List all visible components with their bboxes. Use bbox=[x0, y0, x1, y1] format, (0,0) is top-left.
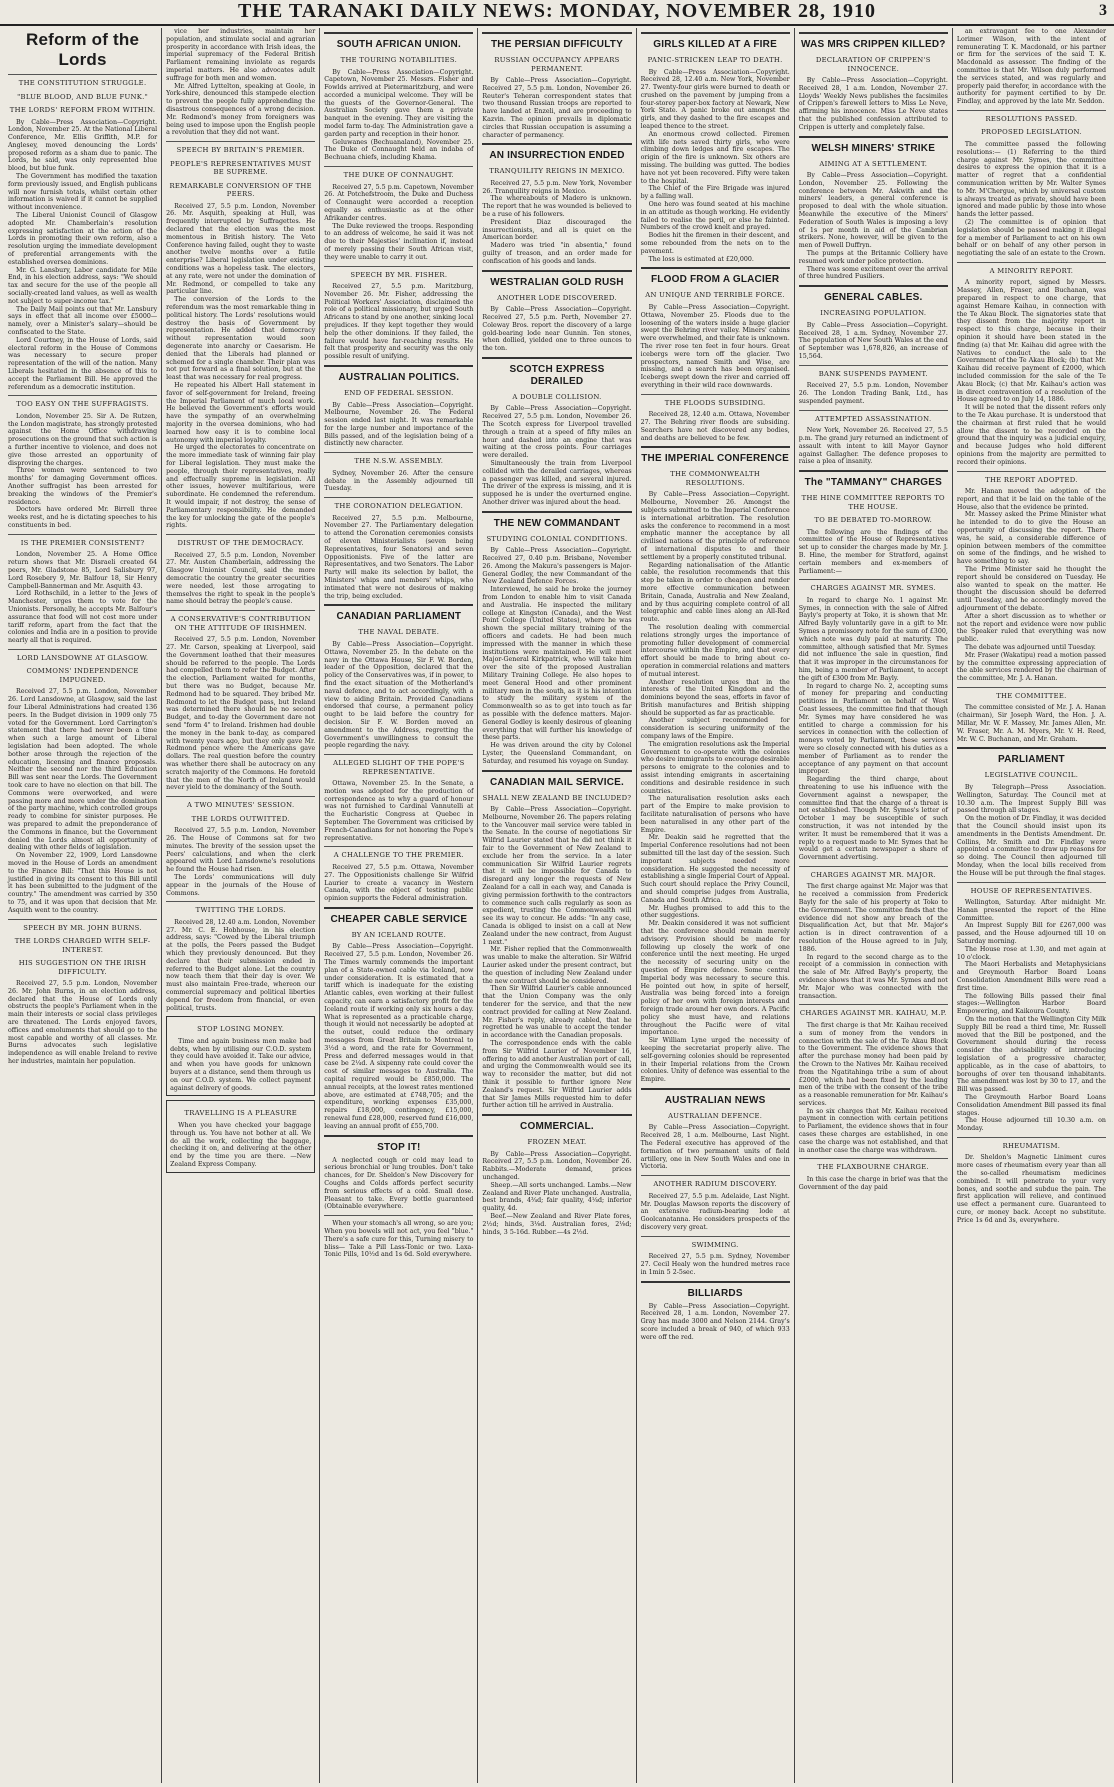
headline-westralian-gold-rush: WESTRALIAN GOLD RUSH bbox=[482, 270, 631, 289]
subhead: COMMONS' INDEPENDENCE IMPUGNED. bbox=[26, 667, 139, 684]
paragraph: In this case the charge in brief was that the Government of the day paid bbox=[798, 1175, 948, 1191]
paragraph: an extravagant fee to one Alexander Lorimer Wilson, with the intent of remunerating T. K. Macdonald, or his partner or firm for the services of the said T. K. Macdonald as assessor. The finding of the committee is that Mr. Wilson duly performed the services stated, and was regularly and properly paid therefor, in accordance with the authority for payment certified to by Dr. Findlay, and approved by the late Mr. Seddon. bbox=[956, 28, 1106, 106]
paragraph: An enormous crowd collected. Firemen with life nets saved thirty girls, who were climbing down ledges and fire escapes. The origin of the fire is unknown. Six others are missing. The building was gutted. The bodies have not yet been recovered. Fifty were taken to the hospital. bbox=[640, 130, 790, 185]
paragraph: vice her industries, maintain her population, and stimulate social and agrarian prosperity in accordance with Irish ideas, the imperial supremacy of the Federal British Parliament remaining inviolate as regards imperial matters. He also advocates adult suffrage for both men and women. bbox=[166, 28, 316, 82]
subhead: AIMING AT A SETTLEMENT. bbox=[819, 159, 928, 168]
paragraph: Received 27, 5.5 p.m. Maritzburg, November 26. Mr. Fisher, addressing the Political Workers' Association, disclaimed the role of a political missionary, but urged South Africans to stand by one another, sinking local prejudices. If they kept together they would help the other dominions. If they failed, the failure would have far-reaching results. He felt that prosperity and security was the only possible result of unifying. bbox=[324, 283, 474, 361]
paragraph: Mr. Fraser (Wakatipu) read a motion passed by the committee expressing appreciation of the able services rendered by the chairman of the committee, Mr. J. A. Hanan. bbox=[956, 651, 1106, 683]
paragraph: On the motion of Dr. Findlay, it was decided that the Council should insist upon its amendments in the Dentists Amendment. Dr. Collins, Mr. Smith and Dr. Findlay were appointed a committee to draw up reasons for so doing. The Council then adjourned till Monday, when the local bills received from the House will be put through the final stages. bbox=[956, 815, 1106, 877]
headline-new-commandant: THE NEW COMMANDANT bbox=[482, 511, 631, 530]
subhead: HIS SUGGESTION ON THE IRISH DIFFICULTY. bbox=[18, 959, 147, 976]
column-3 bbox=[320, 28, 478, 1783]
paragraph: Mr. Deakin considered it was not sufficient that the conference should remain merely advisory. Provision should be made for following up closely the work of one conference until the next meeting. He urged the necessity of securing unity on the question of Empire defence. Some central Imperial body was necessary to secure this. He pointed out how, in spite of herself, Australia was being forced into a foreign policy of her own with foreign interests and foreign trade around her own doors. A Pacific policy she must have, and relations throughout the Pacific were of vital importance. bbox=[640, 920, 790, 1037]
paragraph: Received 27, 5.5 p.m. London, November 26. The London Trading Bank, Ltd., has suspended payment. bbox=[798, 382, 948, 405]
advertisement: Dr. Sheldon's Magnetic Liniment cures more cases of rheumatism every year than all the so-called rheumatism medicines combined. It will penetrate to your very bones, and soothe and subdue the pain. The first application will relieve, and continued use effect a permanent cure. Guaranteed to cure, or money back. Accept no substitute. Price 1s 6d and 3s, everywhere. bbox=[956, 1154, 1106, 1224]
masthead bbox=[0, 0, 1114, 26]
paragraph: Madero was tried "in absentia," found guilty of treason, and an order made for confiscation of his goods and lands. bbox=[482, 242, 632, 265]
subhead: THE NAVAL DEBATE. bbox=[358, 628, 440, 637]
subhead: STUDYING COLONIAL CONDITIONS. bbox=[486, 534, 628, 543]
subhead: THE FLOODS SUBSIDING. bbox=[641, 394, 790, 408]
paragraph: Another subject recommended for consideration is securing uniformity of the company laws of the Empire. bbox=[640, 717, 790, 741]
paragraph: Received 27, 5.5 p.m. London, November 26. Mr. John Burns, in an election address, declared that the House of Lords only obstructs the people's Parliament when in the main their interests or social class privileges are threatened. The Lords enjoyed favors, offices and emoluments that should go to the most capable and worthy of all classes. Mr. Burns advocates such legislative independence as will enable Ireland to revive her industries, maintain her population. bbox=[8, 980, 158, 1065]
subhead: THE COMMONWEALTH RESOLUTIONS. bbox=[670, 470, 761, 487]
paragraph: London, November 25. Sir A. De Rutzen, the London magistrate, has strongly protested against the Home Office withdrawing prosecutions on the ground that such action is a further incentive to violence, and does not give those arrested an opportunity of disproving the charges. bbox=[8, 412, 158, 467]
paragraph: By Cable—Press Association—Copyright. Melbourne, November 26. The papers relating to the Vancouver mail service were tabled in the Senate. In the course of negotiations Sir Wilfrid Laurier stated that he did not think it fair to the Government of New Zealand to exclude her from the service. In a later communication Sir Wilfrid Laurier regrets that it will be impossible for Canada to disregard any longer the requests of New Zealand for a call in each way, and Canada is giving permission forthwith to the contractors to commence such calls regularly as soon as expedient, trusting the Commonwealth will see its way to concur. He adds: "In any case, Canada is obliged to insist on a call at New Zealand under the new contract, from August 1 next." bbox=[482, 806, 632, 946]
subhead: FROZEN MEAT. bbox=[527, 1138, 587, 1147]
column-1 bbox=[4, 28, 162, 1783]
subhead: "BLUE BLOOD, AND BLUE FUNK." bbox=[17, 92, 149, 101]
paragraph: There was some excitement over the arrival of three hundred Fusiliers. bbox=[798, 265, 948, 281]
paragraph: Received 27, 5.5 p.m. Ottawa, November 27. The Oppositionists challenge Sir Wilfrid Laurier to create a vacancy in Western Canada, with the object of testing public opinion supports the Federal administration. bbox=[324, 863, 474, 903]
paragraph: Received 27, 5.5 p.m. Melbourne, November 27. The Parliamentary delegation to attend the Coronation ceremonies consists of eleven Ministerialists (seven being Representatives, four Senators) and seven Oppositionists. Five of the latter are Representatives, and two Senators. The Labor Party will make its selection by ballot, the Ministers' whips and members' whips, who intimated that were not desirous of making the trip, being excluded. bbox=[324, 514, 474, 600]
paragraph: Simultaneously the train from Liverpool collided with the derailed carriages, whereas a passenger was killed, and several injured. The driver of the express is missing, and it is supposed he is under the overturned engine. Another driver was injured about the head. bbox=[482, 460, 632, 506]
subhead: HOUSE OF REPRESENTATIVES. bbox=[957, 882, 1106, 896]
ad-text: Time and again business men make bad debts, when by utilising our C.O.D. system they could have avoided it. Take our advice, and when you have goods for unknown buyers at a distance, send them through us on our C.O.D. system. We collect payment against delivery of goods. bbox=[170, 1037, 312, 1092]
paragraph: By Cable—Press Association—Copyright. Ottawa, November 25. Floods due to the loosening of the waters inside a huge glacier swept the Behring river valley. Miners' cabins were overwhelmed, and their fate is unknown. The river rose ten feet in four hours. Great icebergs were torn off the glacier. Two prospectors, named Smith and Wise, are missing, and a search has been organised. Icebergs swept down the river and carried off everything in their wild race downwards. bbox=[640, 303, 790, 389]
paragraph: After a short discussion as to whether or not the report and evidence were now public the Speaker ruled that everything was now public. bbox=[956, 612, 1106, 644]
subhead: A CHALLENGE TO THE PREMIER. bbox=[324, 846, 473, 860]
subhead: A TWO MINUTES' SESSION. bbox=[166, 796, 315, 810]
paragraph: A minority report, signed by Messrs. Massey, Allen, Fraser, and Buchanan, was prepared in respect to one charge, that against Hemare Kaihau, in connection with the Te Akau Block. The signatories state that they dissent from the majority report in respect to this charge, because in their opinion it should have been stated in the finding (a) that Mr. Kaihau did agree with the Natives to conduct the sale to the Government of the Te Akau Block; (b) that Mr. Kaihau did receive payment of £2000, which included commission for the sale of the Te Akau Block; (c) that Mr. Kaihau's action was in direct contravention of a resolution of the House agreed to on July 14, 1886. bbox=[956, 279, 1106, 404]
ad-title: TRAVELLING IS A PLEASURE bbox=[184, 1109, 297, 1118]
headline-scotch-express: SCOTCH EXPRESS DERAILED bbox=[482, 357, 631, 388]
headline-imperial-conference: THE IMPERIAL CONFERENCE bbox=[641, 446, 790, 465]
subhead: THE TOURING NOTABILITIES. bbox=[340, 56, 458, 64]
paragraph: The Liberal Unionist Council of Glasgow adopted Mr. Chamberlain's resolution expressing satisfaction at the action of the Lords in promoting their own reform, also a resolution urging the immediate development of preferential arrangements with the established oversea dominions. bbox=[8, 212, 158, 266]
paragraph: By Cable—Press Association—Copyright. Received 28, 12.40 a.m. New York, November 27. Twenty-four girls were burned to death or crushed on the pavement by jumping from a four-storey paper-box factory at Newark, New York State. A panic broke out amongst the girls, and they dashed to the fire escapes and leaped thence to the street. bbox=[640, 68, 790, 131]
paragraph: By Cable—Press Association—Copyright. Melbourne, November 26. Amongst the subjects submitted to the Imperial Conference is international arbitration. The resolution asks the conference to recommend in a most emphatic manner the acceptance by all civilised nations of the principle of reference of international disputes to and their settlement by a properly constituted tribunal. bbox=[640, 491, 790, 561]
paragraph: The debate was adjourned until Tuesday. bbox=[964, 643, 1096, 651]
paragraph: By Cable—Press Association—Copyright. Melbourne, November 26. The Federal session ended last night. It was remarkable for the large number and importance of the Bills passed, and of the legislation being of a distinctly new character. bbox=[324, 401, 474, 448]
subhead: THE N.S.W. ASSEMBLY. bbox=[324, 452, 473, 466]
subhead: THE FLAXBOURNE CHARGE. bbox=[799, 1158, 948, 1172]
paragraph: Mr. Massey asked the Prime Minister what he intended to do to give the House an opportunity of discussing the report. There was, he said, a considerable difference of opinion between members of the committee on some of the findings, and he wished to have something to say. bbox=[956, 511, 1106, 566]
subhead: TO BE DEBATED TO-MORROW. bbox=[814, 516, 933, 525]
subhead: RESOLUTIONS PASSED. bbox=[957, 110, 1106, 124]
subhead: SHALL NEW ZEALAND BE INCLUDED? bbox=[482, 793, 632, 802]
subhead: PANIC-STRICKEN LEAP TO DEATH. bbox=[647, 56, 783, 64]
paragraph: An Imprest Supply Bill for £267,000 was passed, and the House adjourned till 10 on Saturday morning. bbox=[956, 922, 1106, 945]
subhead: A DOUBLE COLLISION. bbox=[512, 392, 602, 401]
headline-canadian-mail-service: CANADIAN MAIL SERVICE. bbox=[482, 770, 631, 789]
paragraph: It will be noted that the dissent refers only to the Te Akau purchase. It is understood that the chairman at first ruled that he would allow the dissent to be recorded on the ground that the inquiry was a judicial enquiry, and because Judges who hold different opinions from the majority are permitted to record their opinions. bbox=[956, 404, 1106, 466]
headline-mrs-crippen: WAS MRS CRIPPEN KILLED? bbox=[799, 32, 948, 51]
paragraph: The correspondence ends with the cable from Sir Wilfrid Laurier of November 16, offering to add another Australian port of call, and urging the Commonwealth would see its way to reconsider the matter, but did not think it possible to further ignore New Zealand's request. Sir Wilfrid Laurier adds that Sir James Mills requested him to defer further action till he arrived in Australia. bbox=[482, 1040, 632, 1110]
paragraph: He repeated his Albert Hall statement in favor of self-government for Ireland, freeing the Imperial Parliament of much local work. He believed the Government's efforts would have the sympathy of an overwhelming majority in the oversea dominions, who had learned how easy it is to combine local autonomy with imperial loyalty. bbox=[166, 381, 316, 444]
column-4 bbox=[478, 28, 636, 1783]
headline-flood-glacier: FLOOD FROM A GLACIER bbox=[641, 267, 790, 286]
paragraph: The pumps at the Britannic Colliery have resumed work under police protection. bbox=[798, 250, 948, 265]
subhead: CHARGES AGAINST MR. SYMES. bbox=[799, 579, 948, 593]
paragraph: The first charge against Mr. Major was that he received a commission from Frederick Bayly for the sale of his property at Toko to the Government. The committee finds that the evidence did not show any breach of the Disqualification Act, but that Mr. Major's action is in direct contravention of a resolution of the House agreed to in July, 1886. bbox=[798, 883, 948, 953]
paragraph: The conversion of the Lords to the referendum was the most remarkable thing in political history. The Lords' resolutions would destroy the basis of Government by representation. He added that democracy without representation would soon degenerate into anarchy or Caesarism. He denied that the Liberals had planned or schemed for a single chamber. Their plan was not put forward as a final solution, but at the least that was necessary for real progress. bbox=[166, 296, 316, 382]
paragraph: The resolution dealing with commercial relations strongly urges the importance of promoting fuller development of commercial intercourse within the Empire, and that every effort should be made to bring about co-operation in commercial relations and matters of mutual interest. bbox=[640, 623, 790, 678]
subhead: REMARKABLE CONVERSION OF THE PEERS. bbox=[169, 181, 312, 199]
paragraph: By Cable—Press Association—Copyright. Received 27, 5.5 p.m. London, November 26. Reuter's Teheran correspondent states that two thousand Russian troops are reported to have landed at Enzeli, and are proceeding to Kazvin. The opinion prevails in diplomatic circles that Russian occupation is assuming a character of permanency. bbox=[482, 77, 632, 139]
subhead: ANOTHER LODE DISCOVERED. bbox=[497, 293, 617, 302]
paragraph: By Cable—Press Association—Copyright. Received 27, 0.40 p.m. Brisbane, November 26. Among the Makura's passengers is Major-General Godley, the new Commandant of the New Zealand Defence Forces. bbox=[482, 547, 632, 586]
paragraph: The naturalisation resolution asks each part of the Empire to make provision to facilitate naturalisation of persons who have been naturalised in any other part of the Empire. bbox=[640, 795, 790, 834]
subhead: THE COMMITTEE. bbox=[957, 687, 1106, 701]
paragraph: The committee passed the following resolutions:— (1) Referring to the third charge against Mr. Symes, the committee desires to express the opinion that it is a matter of regret that a confidential communication written by Mr. Walter Symes to Mr. M'Chergue, which by universal custom is always treated as private, should have been ignored and made public by those into whose hands the letter passed. bbox=[956, 140, 1106, 219]
subhead: THE REPORT ADOPTED. bbox=[957, 471, 1106, 485]
paragraph: Received 28, 12.40 a.m. Ottawa, November 27. The Behring river floods are subsiding. Searchers have not discovered any bodies, and deaths are believed to be few. bbox=[640, 411, 790, 442]
ad-text: When you have checked your baggage through us. You have not bother at all. We do all the work, collecting the baggage, checking it on, and delivering at the other end by the time you are there. —New Zealand Express Company. bbox=[170, 1121, 312, 1168]
paragraph: The whereabouts of Madero is unknown. The report that he was wounded is believed to be a ruse of his followers. bbox=[482, 195, 632, 219]
paragraph: He urged the electorates to concentrate on the more immediate task of winning fair play for Liberal legislation. They must make the people, through their representatives, really and effectually supreme in legislation. All other issues, however multifarious, were subordinate. He condemned the referendum. It would impair, if not destroy, the sense of Parliamentary responsibility. He demanded the key for unlocking the gate of the people's rights. bbox=[166, 444, 316, 530]
paragraph: By Cable—Press Association—Copyright. London, November 25. Following the conference between Mr. Askwith and the miners' leaders, a general conference is proposed to deal with the whole situation. Meanwhile the executive of the Miners' Federation of South Wales is imposing a levy of 1s per month in aid of the Cambrian strikers. None, however, will be given to the men of Powell Duffryn. bbox=[798, 172, 948, 250]
subhead: THE CORONATION DELEGATION. bbox=[324, 497, 473, 511]
headline-stop-it: STOP IT! bbox=[324, 1135, 473, 1154]
paragraph: By Cable—Press Association—Copyright. Received 28, 1 a.m. London, November 27. Lloyds' Weekly News publishes the facsimiles of Crippen's farewell letters to Miss Le Neve, affirming his innocence. Miss Le Neve states that the published confession attributed to Crippen is utterly and completely false. bbox=[798, 77, 948, 131]
subhead: LEGISLATIVE COUNCIL. bbox=[984, 771, 1079, 780]
subhead: TRANQUILITY REIGNS IN MEXICO. bbox=[489, 167, 625, 176]
paragraph: Another resolution urges that in the interests of the United Kingdom and the dominions beyond the seas, efforts in favor of British manufactures and British shipping should be supported as far as practicable. bbox=[640, 678, 790, 717]
paragraph: On November 22, 1909, Lord Lansdowne moved in the House of Lords an amendment to the Finance Bill: "That this House is not justified in giving its consent to this Bill until it has been submitted to the judgment of the country." The amendment was carried by 350 to 75, and it was upon that decision that Mr. Asquith went to the country. bbox=[8, 852, 158, 914]
paragraph: London, November 25. A Home Office return shows that Mr. Disraeli created 64 peers, Mr. Gladstone 85, Lord Salisbury 97, Lord Rosebery 9, Mr. Balfour 18, Sir Henry Campbell-Bannerman and Mr. Asquith 43. bbox=[8, 551, 158, 590]
paragraph: The loss is estimated at £20,000. bbox=[648, 255, 754, 263]
paragraph: Sir William Lyne urged the necessity of keeping the secretariat properly alive. The self-governing colonies should be represented in their Imperial relations from the Crown colonies. Unity of defence was essential to the Empire. bbox=[640, 1037, 790, 1084]
paragraph: Received 27, 5.5 p.m. London, November 26. Mr. Asquith, speaking at Hull, was frequently interrupted by Suffragettes. He declared that the election was the most momentous in British history. The Veto Conference having failed, ought they to waste another twelve months over a futile enterprise? Liberal legislation under existing conditions was a hopeless task. The electors, at any rate, were not under the domination of Mr. Redmond, or compelled to take any particular line. bbox=[166, 202, 316, 296]
paragraph: Mr. Deakin said he regretted that the Imperial Conference resolutions had not been submitted till the last day of the session. Such important subjects needed more consideration. He suggested the necessity of establishing a single Imperial Court of Appeal. Such court should replace the Privy Council, and should comprise judges from Australia, Canada and South Africa. bbox=[640, 834, 790, 904]
subhead: THE LORDS CHARGED WITH SELF-INTEREST. bbox=[14, 937, 151, 954]
masthead-title: THE TARANAKI DAILY NEWS: MONDAY, NOVEMBER 28, 1910 bbox=[237, 0, 877, 22]
paragraph: He was driven around the city by Colonel Lyster, the Queensland Commandant, on Saturday, and resumed his voyage on Sunday. bbox=[482, 742, 632, 765]
subhead: THE HINE COMMITTEE REPORTS TO THE HOUSE. bbox=[801, 494, 945, 511]
paragraph: In regard to the second charge as to the receipt of a commission in connection with the sale of Mr. Alfred Bayly's property, the evidence shows that it was Mr. Symes and not Mr. Major who was connected with the transaction. bbox=[798, 953, 948, 1000]
advertisement-cod bbox=[166, 1016, 315, 1096]
paragraph: By Cable—Press Association—Copyright. Received 28, 1 a.m. Sydney, November 27. The population of New South Wales at the end of September was 1,678,826, an increase of 15,564. bbox=[798, 321, 948, 360]
subhead: PROPOSED LEGISLATION. bbox=[981, 128, 1082, 137]
divider bbox=[324, 1215, 473, 1216]
paragraph: One hero was found seated at his machine in an attitude as though working. He evidently failed to realise the peril, or else he fainted. Numbers of the crowd knelt and prayed. bbox=[640, 201, 790, 232]
paragraph: Received 27, 5.5 p.m. London, November 26. Lord Lansdowne, at Glasgow, said the last four Liberal Administrations had created 136 peers. In the Budget division in 1909 only 75 voted for the Government. Lord Carrington's statement that there had never been a time when such a large amount of Liberal legislation had been adopted. The whole bother arose through the rejection of the education, licensing and finance proposals. Neither the second nor the third Education Bill was sent near the Lords. The Government took care to have no election on that bill. The Commons were overworked, and were passing more and more under the domination of the party machine, which controlled groups ready to combine for sinister purposes. He was prepared to admit the preponderance of the Commons in finance, but the Government denied the Lords almost all opportunity of dealing with other fields of legislation. bbox=[8, 688, 158, 852]
headline-welsh-miners-strike: WELSH MINERS' STRIKE bbox=[799, 136, 948, 155]
subhead: LORD LANSDOWNE AT GLASGOW. bbox=[8, 649, 157, 663]
subhead: A MINORITY REPORT. bbox=[957, 262, 1106, 276]
subhead: IS THE PREMIER CONSISTENT? bbox=[8, 534, 157, 548]
column-2 bbox=[162, 28, 320, 1783]
paragraph: Sheep.—All sorts unchanged. Lambs.—New Zealand and River Plate unchanged. Australia, best brands, 4¾d; fair quality, 4¼d; inferior quality, 4d. bbox=[482, 1181, 632, 1213]
column-5 bbox=[637, 28, 795, 1783]
paragraph: Mr. Hanan moved the adoption of the report, and that it be laid on the table of the House, also that the evidence be printed. bbox=[956, 488, 1106, 511]
headline-commercial: COMMERCIAL. bbox=[482, 1114, 631, 1133]
paragraph: The Prime Minister said he thought the report should be considered on Tuesday. He also wanted to speak on the matter. He thought the discussion should be deferred until Tuesday, and he accordingly moved the adjournment of the debate. bbox=[956, 566, 1106, 612]
newspaper-columns bbox=[4, 28, 1110, 1783]
paragraph: In regard to charge No. 1 against Mr. Symes, in connection with the sale of Alfred Bayly's property at Toko, it is shown that Mr. Alfred Bayly voluntarily gave in a gift to Mr. Symes a promissory note for the sum of £300, which note was duly paid at maturity. The committee, although satisfied that Mr. Symes did not influence the sale in question, find that it was improper in the circumstances for him, being a member of Parliament, to accept the gift of £300 from Mr. Bayly. bbox=[798, 596, 948, 682]
subhead: END OF FEDERAL SESSION. bbox=[344, 389, 454, 397]
paragraph: The first charge is that Mr. Kaihau received a sum of money from the vendors in connection with the sale of the Te Akau Block to the Government. The evidence shows that after the purchase money had been paid by the Crown to the Natives Mr. Kaihau received from the Ngatitahinga tribe a sum of about £2000, which had been fixed by the leading men of the tribe with the consent of the tribe as a reasonable remuneration for Mr. Kaihau's services. bbox=[798, 1021, 948, 1107]
subhead: CHARGES AGAINST MR. KAIHAU, M.P. bbox=[799, 1004, 948, 1018]
paragraph: In so six charges that Mr. Kaihau received payment in connection with certain petitions to Parliament, the evidence shows that in four cases these charges are established, in one case the charge was not established, and that in another case the charge was withdrawn. bbox=[798, 1107, 948, 1154]
headline-australian-politics: AUSTRALIAN POLITICS. bbox=[324, 365, 473, 384]
subhead: SPEECH BY MR. FISHER. bbox=[324, 266, 473, 280]
paragraph: The House rose at 1.30, and met again at 10 o'clock. bbox=[956, 945, 1106, 961]
paragraph: Lord Rothschild, in a letter to the Jews of Manchester, urges them to vote for the Unionists. Personally, he accepts Mr. Balfour's assurance that food will not cost more under tariff reform, apart from the fact that the colonies and India are in a position to provide nearly all that is required. bbox=[8, 590, 158, 645]
paragraph: Received 27, 5.5 p.m. London, November 27. Mr. Austen Chamberlain, addressing the Glasgow Unionist Council, said the more democratic the country the greater securities were needed, lest those arrogating to themselves the right to speak in the people's name should betray the people's cause. bbox=[166, 551, 316, 606]
subhead: THE CONSTITUTION STRUGGLE. bbox=[8, 74, 157, 88]
paragraph: Mr. Alfred Lyttelton, speaking at Goole, in York-shire, denounced this stampede election to prevent the people fully apprehending the disastrous consequences of a wrong decision. Mr. Redmond's money from foreigners was being used to impose upon the English people a revolution that they did not want. bbox=[166, 82, 316, 137]
paragraph: By Cable—Press Association—Copyright. Received 28, 1 a.m. Melbourne, Last Night. The Federal executive has approved of the formation of two permanent units of field artillery, one in New South Wales and one in Victoria. bbox=[640, 1124, 790, 1171]
paragraph: Bodies hit the firemen in their descent, and some rebounded from the nets on to the pavement. bbox=[640, 232, 790, 255]
paragraph: Received 27, 5.5 p.m. New York, November 26. Tranquility reigns in Mexico. bbox=[482, 179, 632, 195]
paragraph: The Government has modified the taxation form previously issued, and English publicans will now furnish totals, whilst certain other information is waived if it cannot be supplied without inconvenience. bbox=[8, 173, 158, 212]
paragraph: Ottawa, November 25. In the Senate, a motion was adopted for the production of correspondence as to why a guard of honour was not furnished to Cardinal Vannutelli at the Eucharistic Congress at Quebec in September. The Government was criticised by French-Canadians for not honoring the Pope's representative. bbox=[324, 780, 474, 842]
paragraph: The Duke reviewed the troops. Responding to an address of welcome, he said it was not due to their Majesties' inclination if, instead of merely passing their South African visit, they were unable to carry it out. bbox=[324, 222, 474, 261]
subhead: ALLEGED SLIGHT OF THE POPE'S REPRESENTATIVE. bbox=[324, 754, 473, 776]
paragraph: Sydney, November 26. After the censure debate in the Assembly adjourned till Tuesday. bbox=[324, 469, 474, 493]
subhead: AUSTRALIAN DEFENCE. bbox=[668, 1111, 763, 1120]
headline-girls-killed-fire: GIRLS KILLED AT A FIRE bbox=[641, 32, 790, 51]
subhead: TWITTING THE LORDS. bbox=[166, 901, 315, 915]
subhead: AN UNIQUE AND TERRIBLE FORCE. bbox=[645, 291, 785, 300]
headline-parliament: PARLIAMENT bbox=[957, 747, 1106, 766]
paragraph: The Maori Herbalists and Metaphysicians and Greymouth Harbor Board Loans Consolidation Amendment Bills were read a first time. bbox=[956, 961, 1106, 992]
paragraph: The Chief of the Fire Brigade was injured by a falling wall. bbox=[640, 185, 790, 201]
subhead: PEOPLE'S REPRESENTATIVES MUST BE SUPREME. bbox=[170, 159, 312, 177]
headline-tammany-charges: The "TAMMANY" CHARGES bbox=[799, 470, 948, 489]
subhead: A CONSERVATIVE'S CONTRIBUTION ON THE ATTITUDE OF IRISHMEN. bbox=[166, 610, 315, 632]
advertisement: When your stomach's all wrong, so are you; When you bowels will not act, you feel "blue." There's a safe cure for this, Turning misery to bliss— Take a Pill Lass-Tonic or two. Laxa-Tonic Pills, 10½d and 1s 6d. Sold everywhere. bbox=[324, 1220, 474, 1259]
subhead: TOO EASY ON THE SUFFRAGISTS. bbox=[8, 395, 157, 409]
paragraph: Then Sir Wilfrid Laurier's cable announced that the Union Company was the only tenderer for the service, and that the new contract provided for calling at New Zealand. Mr. Fisher's reply, already cabled, that he regretted he was unable to accept the tender in accordance with the Canadian proposals. bbox=[482, 985, 632, 1040]
paragraph: Three women were sentenced to two months' for damaging Government offices. Another suffragist has been arrested for breaking the windows of the Premier's residence. bbox=[8, 467, 158, 506]
paragraph: By Cable—Press Association—Copyright. London, November 25. At the National Liberal Conference, Mr. Ellis Griffith, M.P. for Anglesey, moved denouncing the Lords' proposed reform as a sham due to panic. The Lords, he said, was only represented blue blood, but blue funk. bbox=[8, 118, 158, 173]
headline-general-cables: GENERAL CABLES. bbox=[799, 285, 948, 304]
paragraph: (2) The committee is of opinion that legislation should be passed making it illegal for a member of Parliament to act on his own behalf or on behalf of any other person in negotiating the sale of an estate to the Crown. bbox=[956, 218, 1106, 258]
paragraph: The Greymouth Harbor Board Loans Consolidation Amendment Bill passed its final stages. bbox=[956, 1093, 1106, 1117]
headline-insurrection-ended: AN INSURRECTION ENDED bbox=[482, 143, 631, 162]
paragraph: The House adjourned till 10.30 a.m. on Monday. bbox=[956, 1117, 1106, 1133]
paragraph: New York, November 26. Received 27, 5.5 p.m. The grand jury returned an indictment of assault with intent to kill Mayor Gaynor against Gallagher. The defence proposes to raise a plea of insanity. bbox=[798, 427, 948, 466]
paragraph: By Cable—Press Association—Copyright. Capetown, November 25. Messrs. Fisher and Fowlds arrived at Pietermaritzburg, and were accorded a municipal welcome. They will be the guests of the Governor-General. The Australian Society gave them a private banquet in the evening. They are visiting the model farm to-day. The Administration gave a garden party and reception in their honor. bbox=[324, 68, 474, 138]
advertisement: A neglected cough or cold may lead to serious bronchial or lung troubles. Don't take chances, for Dr. Sheldon's New Discovery for Coughs and Colds affords perfect security from serious effects of a cold. Small dose. Pleasant to take. Every bottle guaranteed (Obtainable everywhere. bbox=[324, 1156, 474, 1211]
paragraph: Received 27, 5.5 p.m. London, November 26. The House of Commons sat for two minutes. The brevity of the session upset the Peers' calculations, and when the clerk appeared with Lord Lansdowne's resolutions he found the House had risen. bbox=[166, 827, 316, 874]
headline-persian-difficulty: THE PERSIAN DIFFICULTY bbox=[482, 32, 631, 51]
column-7 bbox=[953, 28, 1110, 1783]
paragraph: Wellington, Saturday. After midnight Mr. Hanan presented the report of the Hine Committee. bbox=[956, 899, 1106, 922]
subhead: RUSSIAN OCCUPANCY APPEARS PERMANENT. bbox=[494, 56, 620, 73]
paragraph: By Cable—Press Association—Copyright. Received 27, 5.5 p.m. London, November 26. Rabbits.—Moderate demand, prices unchanged. bbox=[482, 1150, 632, 1182]
subhead: SPEECH BY MR. JOHN BURNS. bbox=[8, 919, 157, 933]
paragraph: Mr. Fisher replied that the Commonwealth was unable to make the alteration. Sir Wilfrid Laurier asked under the present contract, but the question of including New Zealand under the new contract should be considered. bbox=[482, 946, 632, 985]
subhead: BY AN ICELAND ROUTE. bbox=[351, 930, 447, 939]
paragraph: Regarding nationalisation of the Atlantic cable, the resolution recommends that this step be taken in order to cheapen and render more effective communication between Britain, Canada, Australia and New Zealand, and by thus acquiring complete control of all telegraphic and cable lines along an All-Red route. bbox=[640, 561, 790, 624]
paragraph: President Diaz discouraged the insurrectionists, and all is quiet on the American border. bbox=[482, 218, 632, 242]
paragraph: Received 27, 5.5 p.m. Adelaide, Last Night. Mr. Douglas Mawson reports the discovery of an extensive radium-bearing lode at Goolcanatanna. He considers prospects of the discovery very great. bbox=[640, 1192, 790, 1231]
paragraph: Mr. Hughes promised to add this to the other suggestions. bbox=[640, 904, 790, 920]
paragraph: By Telegraph—Press Association. Wellington, Saturday. The Council met at 10.30 a.m. The Imprest Supply Bill was passed through all stages. bbox=[956, 783, 1106, 815]
headline-south-african-union: SOUTH AFRICAN UNION. bbox=[324, 32, 473, 51]
subhead: CHARGES AGAINST MR. MAJOR. bbox=[799, 866, 948, 880]
headline-reform-of-lords: Reform of the Lords bbox=[26, 30, 140, 69]
paragraph: In regard to charge No. 2, accepting sums of money for preparing and conducting petitions in Parliament on behalf of West Coast lessees, the committee find that though Mr. Symes may have considered he was entitled to charge a commission for his services in connection with the collection of moneys voted by Parliament, these services were so closely connected with his duties as a member of Parliament as to render the acceptance of any payment on that account improper. bbox=[798, 682, 948, 776]
paragraph: Received 27, 5.5 p.m. Sydney, November 27. Cecil Healy won the hundred metres race in 1min 5 2-5sec. bbox=[640, 1253, 790, 1276]
paragraph: Regarding the third charge, about threatening to use his influence with the Government against a newspaper, the committee find that the charge of a threat is not established. Though Mr. Symes's letter of October 1 may be susceptible of such construction, it was not intended by the writer. It must be remembered that it was a reply to a request made to Mr. Symes that he would get a certain newspaper a share of Government advertising. bbox=[798, 776, 948, 862]
paragraph: The following Bills passed their final stages:—Wellington Harbor Board Empowering, and Kaikoura County. bbox=[956, 992, 1106, 1016]
paragraph: By Cable—Press Association—Copyright. Received 28, 1 a.m. London, November 27. Gray has made 3000 and Nelson 2144. Gray's score included a break of 940, of which 933 were off the red. bbox=[640, 1302, 790, 1341]
ad-title: STOP LOSING MONEY. bbox=[197, 1025, 285, 1034]
paragraph: By Cable—Press Association—Copyright. Ottawa, November 25. In the debate on the navy in the Ottawa House, Sir F. W. Borden, leader of the Opposition, declared that the policy of the Conservatives was, if in power, to find the exact situation of the Motherland's naval defence, and to act accordingly, with a view to aiding Britain. Provided Canadians endorsed that course, a permanent policy ought to be laid before the country for decision. Sir F. W. Borden moved an amendment to the Address, regretting the Government's unwillingness to consult the people regarding the navy. bbox=[324, 640, 474, 750]
subhead: BANK SUSPENDS PAYMENT. bbox=[799, 365, 948, 379]
paragraph: Received 27, 5.5 p.m. Capetown, November 26. At Potchefstroom, the Duke and Duchess of Connaught were accorded a reception equally as enthusiastic as at the other Afrikander centres. bbox=[324, 183, 474, 222]
subhead: SWIMMING. bbox=[641, 1236, 790, 1250]
headline-canadian-parliament: CANADIAN PARLIAMENT bbox=[324, 604, 473, 623]
paragraph: By Cable—Press Association—Copyright. Received 27, 5.5 p.m. London, November 26. The Times warmly commends the important plan of a State-owned cable via Iceland, now under consideration. It is estimated that a tariff which is inadequate for the existing Atlantic cables, even working at their fullest capacity, can earn a satisfactory profit for the Iceland route if working only six hours a day. What is represented as a practicable charge, though it would not necessarily be adopted at the outset, could reduce the ordinary messages from Great Britain to Montreal to 3½d a word, and the rate for Government, Press and deferred messages would in that case be 2¼d. A sixpenny rate could cover the cost of similar messages to Australia. The capital required would be £850,000. The annual receipts, at the lowest rates mentioned above, are estimated at £748,705; and the expenditure, working expenses £35,000, repairs £18,000, contingency, £15,000, renewal fund £28,000, reserved fund £16,000, leaving an annual profit of £55,700. bbox=[324, 943, 474, 1130]
paragraph: Received 27, 5.5 p.m. London, November 27. Mr. Carson, speaking at Liverpool, said the Government loathed that their measures should be referred to the people. The Lords had compelled them to refer the Budget. After the election, Parliament waited for months, but there was no Budget, because Mr. Redmond had to be squared. They bribed Mr. Redmond to let the Budget pass, but Ireland was determined there should be no second Budget, and to-day the Government dare not send "form 4" to Ireland. Irishmen had double the money in the bank to-day, as compared with twenty years ago, but they only gave Mr. Redmond pence where the Americans gave dollars. The real question before the country was whether there shall be autocracy on any scratch majority of the Commons. He foretold that the men of the North of Ireland would never yield to the dominancy of the South. bbox=[166, 636, 316, 792]
paragraph: The Daily Mail points out that Mr. Lansbury says in effect that all income over £5000—namely, over a Minister's salary—should be confiscated to the State. bbox=[8, 305, 158, 337]
subhead: DISTRUST OF THE DEMOCRACY. bbox=[166, 534, 315, 548]
paragraph: Received 28, 12.40 a.m. London, November 27. Mr. C. E. Hobhouse, in his election address, says: "Cowed by the Liberal triumph at the polls, the Peers passed the Budget which they previously denounced. But they declare that their submission ended in referred to the Budget alone. Let the country now teach them that their day is over. We must also maintain Free-trade, whereon our commercial supremacy and political liberties depend for freedom from financial, or even political, trusts. bbox=[166, 918, 316, 1012]
column-6 bbox=[795, 28, 953, 1783]
advertisement-travel bbox=[166, 1100, 315, 1172]
paragraph: Doctors have ordered Mr. Birrell three weeks rest, and he is dictating speeches to his constituents in bed. bbox=[8, 506, 158, 530]
subhead: SPEECH BY BRITAIN'S PREMIER. bbox=[166, 141, 315, 155]
paragraph: On the motion that the Wellington City Milk Supply Bill be read a third time, Mr. Russell moved that the Bill be postponed, and the Government should during the recess consider the advisability of introducing legislation of a progressive character, applicable, as in the case of abattoirs, to boroughs of over ten thousand inhabitants. The amendment was lost by 30 to 17, and the Bill was passed. bbox=[956, 1015, 1106, 1094]
subhead: THE LORDS' REFORM FROM WITHIN. bbox=[9, 106, 156, 114]
paragraph: By Cable—Press Association—Copyright. Received 27, 5.5 p.m. London, November 26. The Scotch express for Liverpool travelled through a train at a speed of fifty miles an hour and dashed into an engine that was waiting at the cross points. Four carriages were derailed. bbox=[482, 405, 632, 460]
page-number: 3 bbox=[1099, 2, 1108, 19]
paragraph: The emigration resolutions ask the Imperial Government to co-operate with the colonies who desire immigrants to encourage desirable persons to emigrate to the colonies and to assist intending emigrants in ascertaining conditions and desirable residence in such countries. bbox=[640, 740, 790, 795]
subhead: THE LORDS OUTWITTED. bbox=[191, 814, 290, 823]
paragraph: Mr. G. Lansbury, Labor candidate for Mile End, in his election address, says: "We should tax and secure for the use of the people all socially-created land values, as well as wealth not subject to super-income tax." bbox=[8, 266, 158, 305]
subhead: ATTEMPTED ASSASSINATION. bbox=[799, 410, 948, 424]
subhead: INCREASING POPULATION. bbox=[820, 309, 927, 318]
paragraph: Beef.—New Zealand and River Plate fores, 2½d; hinds, 3⅛d. Australian fores, 2⅛d; hinds, 3 5-16d. Rubber.—4s 2½d. bbox=[482, 1213, 632, 1236]
paragraph: The committee consisted of Mr. J. A. Hanan (chairman), Sir Joseph Ward, the Hon. J. A. Millar, Mr. W. F. Massey, Mr. James Allen, Mr. W. Fraser, Mr. A. M. Myers, Mr. V. H. Reed, Mr. W. C. Buchanan, and Mr. Graham. bbox=[956, 704, 1106, 743]
paragraph: Lord Courtney, in the House of Lords, said electoral reform in the House of Commons was necessary to secure proper representation of the will of the nation. Many Liberals hesitated in the absence of this to accept the Parliament Bill. He approved the referendum as a democratic institution. bbox=[8, 336, 158, 391]
subhead: THE DUKE OF CONNAUGHT. bbox=[324, 166, 473, 180]
paragraph: By Cable—Press Association—Copyright. Received 27, 5.5 p.m. Perth, November 27. Coleway Bros. report the discovery of a large gold-bearing lode near Gunnin. Ten stones, when dollied, yielded one to three ounces to the ton. bbox=[482, 306, 632, 353]
headline-cheaper-cable-service: CHEAPER CABLE SERVICE bbox=[324, 907, 473, 926]
subhead: DECLARATION OF CRIPPEN'S INNOCENCE. bbox=[815, 56, 931, 73]
paragraph: The Lords' communications will duly appear in the journals of the House of Commons. bbox=[166, 873, 316, 897]
subhead: ANOTHER RADIUM DISCOVERY. bbox=[641, 1175, 790, 1189]
paragraph: Geluwanes (Bechuanaland), November 25. The Duke of Connaught held an indaba of Bechuana chiefs, including Khama. bbox=[324, 138, 474, 162]
paragraph: The following are the findings of the committee of the House of Representatives set up to consider the charges made by Mr. J. B. Hine, the member for Stratford, against certain members and ex-members of Parliament:— bbox=[798, 528, 948, 575]
headline-billiards: BILLIARDS bbox=[641, 1281, 790, 1300]
paragraph: Interviewed, he said he broke the journey from London to enable him to visit Canada and Australia. He inspected the military college at Kingston (Canada), and the West Point College (United States), where he was shown the special military training of the officers and cadets. He had been much impressed with the manner in which these institutions were maintained. He will meet Major-General Kirkpatrick, who will take him over the site of the proposed Australian Military Training College. He also hopes to meet General Hood and other prominent military men in the south, as it is his intention to study the military system of the Commonwealth so as to get into touch as far as possible with the defence matters. Major-General Godley is keenly desirous of gleaning everything that will further his knowledge of these parts. bbox=[482, 586, 632, 742]
headline-australian-news: AUSTRALIAN NEWS bbox=[641, 1088, 790, 1107]
subhead: RHEUMATISM. bbox=[957, 1137, 1106, 1151]
